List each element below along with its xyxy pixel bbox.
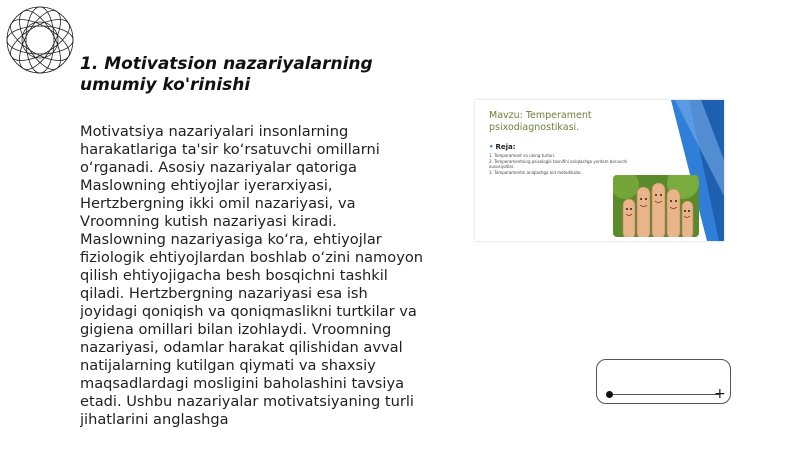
bullet-icon: • (489, 143, 494, 151)
slide-plan-title (489, 143, 516, 151)
slide-plan-item: 1. Temperament va uning turlari. (489, 153, 555, 158)
slide-plan-item: 2. Temperamentning psixologik tasnifini aniqlashga yordam beruvchi xususiyatlar. (489, 159, 628, 169)
plus-icon[interactable]: + (714, 386, 726, 402)
slide-plan-list (489, 153, 639, 176)
slide-topic (489, 110, 639, 134)
section-heading-line-2: umumiy ko'rinishi (80, 75, 251, 95)
slide-topic-line-1: Mavzu: Temperament (489, 110, 592, 121)
seek-knob[interactable] (606, 391, 613, 398)
body-paragraph: Motivatsiya nazariyalari insonlarning harakatlariga ta'sir ko‘rsatuvchi omillarni o‘rganadi. Asosiy nazariyalar qatoriga Maslowning ehtiyojlar iyerarxiyasi, Hertzbergning ikki omil nazariyasi, va Vroomning kutish nazariyasi kiradi. Maslowning nazariyasiga ko‘ra, ehtiyojlar fiziologik ehtiyojlardan boshlab o‘zini namoyon qilish ehtiyojigacha besh bosqichni tashkil qiladi. Hertzbergning nazariyasi esa ish joyidagi qoniqish va qoniqmaslikni turtkilar va gigiena omillari bilan izohlaydi. Vroomning nazariyasi, odamlar harakat qilishidan avval natijalarning kutilgan qiymati va shaxsiy maqsadlardagi mosligini baholashini tavsiya etadi. Ushbu nazariyalar motivatsiyaning turli jihatlarini anglashga (80, 123, 424, 428)
section-heading-line-1: 1. Motivatsion nazariyalarning (80, 54, 373, 74)
slide-plan-item: 3. Temperamentni aniqlashga oid metodikalar. (489, 170, 582, 175)
slide-plan-title-text: Reja: (495, 143, 516, 151)
spirograph-logo-icon (4, 4, 76, 76)
seek-track[interactable] (609, 394, 719, 395)
slide-thumbnail (475, 100, 724, 241)
section-heading (80, 54, 410, 96)
slide-topic-line-2: psixodiagnostikasi. (489, 122, 580, 133)
media-player-control[interactable] (596, 359, 731, 404)
finger-faces-photo (613, 175, 699, 237)
